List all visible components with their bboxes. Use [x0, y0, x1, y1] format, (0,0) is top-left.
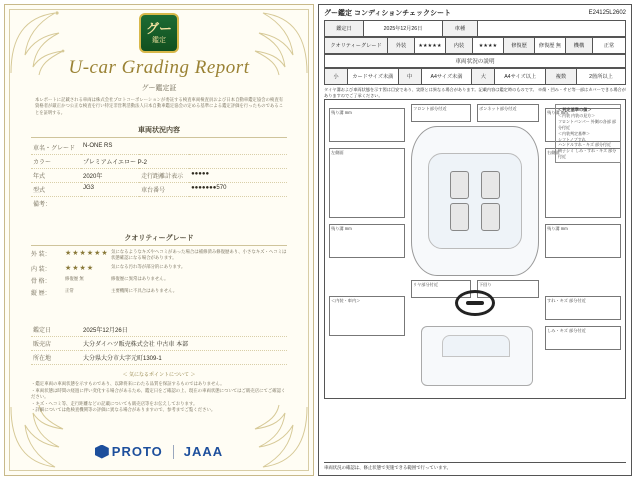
diagram-cell-label: 下回り — [479, 282, 492, 288]
quality-label: 外 装： — [31, 252, 51, 258]
steering-wheel-icon — [455, 290, 495, 316]
field-value: ●●●●● — [189, 169, 287, 183]
diagram-cell-left-rear — [329, 224, 405, 258]
diagram-cell-left-side — [329, 148, 405, 218]
cell-label: 鑑定日 — [325, 21, 364, 37]
quality-label: 縦 歴： — [31, 291, 51, 298]
criteria-line: ＜内装 内装の見方＞ — [558, 113, 596, 119]
notice-item: ・詳細については他検査機関等の評価に異なる場合がありますので、参考までご覧ください。 — [31, 407, 216, 413]
criteria-line: ＜内装判定基準＞ — [558, 130, 590, 136]
cell-label: 大 — [472, 69, 495, 85]
diagram-cell-label: 右側面 — [547, 150, 560, 156]
field-label: 車名・グレード — [31, 141, 81, 155]
proto-logo — [95, 444, 163, 459]
quality-stars: ★★★★★★ — [65, 250, 109, 257]
field-label: 年式 — [31, 169, 81, 183]
notice-item: ・車両状態は時間の経過に伴い変化する場合があるため、鑑定日をご確認の上、現在の車両状態についてはご販売店にてご確認ください。 — [31, 387, 286, 400]
diagram-cell-interior-2 — [545, 296, 621, 320]
field-label: 所在地 — [31, 351, 81, 365]
quality-note: 主要機関に不具合はありません。 — [111, 288, 178, 294]
sheet-title: グー鑑定 コンディションチェックシート — [324, 10, 452, 17]
cell-value — [478, 21, 626, 37]
quality-grade-table — [324, 37, 626, 54]
sheet-header — [319, 5, 631, 20]
cell-value: A4サイズ未満 — [421, 69, 472, 85]
quality-stars: ★★★★ — [65, 265, 95, 273]
diagram-cell-bonnet — [477, 104, 539, 122]
table-row — [31, 337, 287, 351]
wheel-icon — [481, 171, 500, 199]
notice-text: 詳細については他検査機関等の評価に異なる場合がありますので、参考までご覧ください。 — [35, 407, 216, 413]
diagram-cell-label: すれ・キズ 部分付近 — [547, 298, 586, 304]
vehicle-diagram — [324, 99, 626, 399]
diagram-cell-label: ＜内装・車内＞ — [331, 298, 361, 304]
diagram-cell-label: ボンネット部分付近 — [479, 106, 517, 112]
jaaa-logo-text: JAAA — [183, 444, 224, 459]
proto-logo-text: PROTO — [111, 444, 163, 459]
quality-row-mechanical — [31, 288, 287, 297]
field-value: 2025年12月26日 — [81, 323, 287, 337]
table-row — [31, 323, 287, 337]
field-value: ●●●●●●●570 — [189, 183, 287, 197]
legal-disclaimer: 本レポートに記載される車両は株式会社プロトコーポレーションが委託する検査車両検査員および日本自動車鑑定協会の検査有資格者が厳正かつ公正な検査を行い特定非営利活動法人日本自動車鑑定協会の定める基準による鑑定評価を行ったものであることを証明する。 — [35, 97, 283, 115]
cell-label: 車種 — [443, 21, 478, 37]
quality-rate: 修復歴 無 — [65, 276, 84, 282]
field-value: プレミアムイエロー P-2 — [81, 155, 287, 169]
vehicle-section-title: 車両状況内容 — [31, 125, 287, 138]
criteria-line: シフトノブすれ — [558, 136, 586, 142]
table-row — [31, 197, 287, 211]
dealer-info-section — [31, 323, 287, 414]
cell-label: 中 — [398, 69, 421, 85]
field-value: 大分県大分市大字元町1309-1 — [81, 351, 287, 365]
field-label: 販売店 — [31, 337, 81, 351]
logo-bar — [5, 444, 313, 459]
diagram-cell-left-front — [329, 108, 405, 142]
sheet-id: E24125L2602 — [588, 10, 626, 16]
notice-text: 鑑定車両の車両状態を示すものであり、以降将来にわたる品質を保証するものではありません。 — [35, 381, 225, 386]
car-top-view-illustration — [411, 126, 539, 276]
diagram-cell-interior-3 — [545, 326, 621, 350]
diagram-cell-label: 左側面 — [331, 150, 344, 156]
notice-text: キズ・ヘコミ等、走行距離などの記載についても販売店等をお伝えしております。 — [35, 400, 198, 406]
notice-text: 車両状態は時間の経過に伴い変化する場合があるため、鑑定日をご確認の上、現在の車両状態についてはご販売店にてご確認ください。 — [31, 387, 286, 400]
table-row — [31, 141, 287, 155]
cell-label: 修復歴 — [504, 38, 535, 54]
cell-label: 複数 — [546, 69, 577, 85]
field-value — [81, 197, 287, 211]
field-value: JG3 — [81, 183, 139, 197]
quality-note: 気になるようなキズやヘコミがあった場合は補修済み修復歴あり、小さなキズ・ヘコミは状態確認になる場合があります。 — [111, 249, 287, 261]
dealer-info-table — [31, 323, 287, 365]
quality-row-frame — [31, 276, 287, 285]
field-label: 鑑定日 — [31, 323, 81, 337]
sheet-footer-note: 車両状況の確認は、修止状態で実施できる範囲で行っています。 — [324, 462, 626, 471]
field-value: 2020年 — [81, 169, 139, 183]
legend-table — [324, 68, 626, 85]
diagram-cell-front — [411, 104, 471, 122]
table-row — [31, 351, 287, 365]
vehicle-info-table — [31, 141, 287, 210]
criteria-line: ハンドルすれ・キズ 部分付近 — [558, 142, 612, 148]
table-row — [31, 155, 287, 169]
quality-row-exterior — [31, 249, 287, 261]
criteria-title: ＜判定基準の値＞ — [558, 107, 592, 113]
table-row — [325, 21, 626, 37]
wheel-icon — [481, 203, 500, 231]
diagram-cell-label: フロント部分付近 — [413, 106, 447, 112]
hexagon-icon — [95, 445, 109, 459]
field-value: N-ONE RS — [81, 141, 287, 155]
diagram-cell-label: リヤ部分付近 — [413, 282, 439, 288]
cell-label: 機構 — [566, 38, 593, 54]
field-label: 走行距離計表示 — [139, 169, 189, 183]
table-row — [31, 183, 287, 197]
report-subtitle: グー鑑定証 — [141, 85, 177, 92]
diagram-cell-label: 残り溝 mm — [547, 226, 568, 232]
cell-value: ★★★★★ — [415, 38, 446, 54]
quality-rate: 正常 — [65, 288, 74, 294]
field-label: 型式 — [31, 183, 81, 197]
criteria-line: フロントバンパー 外側の各部 部分付近 — [558, 119, 616, 131]
field-label: 備考： — [33, 202, 52, 208]
report-title: U-car Grading Report — [68, 57, 250, 78]
wheel-icon — [450, 171, 469, 199]
quality-note: 気になる汚れ等が部分的にあります。 — [111, 264, 186, 270]
goo-certification-crest — [139, 13, 179, 57]
cell-value: 正常 — [593, 38, 626, 54]
crest-bottom-label: 鑑定 — [152, 37, 166, 44]
field-label: カラー — [31, 155, 81, 169]
field-value: 大分ダイハツ販売株式会社 中古車 本部 — [81, 337, 287, 351]
cell-value: カードサイズ未満 — [348, 69, 399, 85]
table-row — [31, 169, 287, 183]
tire-disclaimer: タイヤ溝および車両状態を示す図は目安であり、実際とは異なる場合があります。記載内容は鑑定時のものです。 ※傷・凹み・サビ等一部はカバーできる場合がありますのでご了承ください。 — [324, 87, 626, 98]
quality-label: 骨 格： — [31, 279, 51, 286]
grading-report-sheet — [4, 4, 314, 476]
cell-value: ★★★★ — [473, 38, 504, 54]
quality-section-title: クオリティーグレード — [31, 233, 287, 246]
criteria-sidebox — [555, 104, 621, 162]
cell-label: クオリティーグレード — [325, 38, 388, 54]
car-side-view-illustration — [421, 326, 533, 386]
legend-title: 車両状況の説明 — [324, 54, 626, 68]
cell-label: 小 — [325, 69, 348, 85]
cell-label: 内装 — [446, 38, 473, 54]
diagram-cell-label: 残り溝 mm — [331, 226, 352, 232]
condition-check-sheet — [318, 4, 632, 476]
cell-value: A4サイズ以上 — [495, 69, 546, 85]
crest-top-label: グー — [145, 21, 172, 36]
quality-grade-section — [31, 233, 287, 300]
diagram-cell-label: しみ・キズ 部分付近 — [547, 328, 586, 334]
field-label: 車台番号 — [139, 183, 189, 197]
notice-title: ＜ 気になるポイントについて ＞ — [122, 372, 196, 378]
cell-label: 外装 — [388, 38, 415, 54]
logo-divider — [173, 445, 174, 459]
diagram-cell-interior-1 — [329, 296, 405, 336]
inspection-date-table — [324, 20, 626, 37]
notice-item: ・鑑定車両の車両状態を示すものであり、以降将来にわたる品質を保証するものではありません。 — [31, 381, 225, 386]
vehicle-info-section — [31, 125, 287, 210]
legend-section — [319, 54, 631, 85]
cell-value: 2箇所以上 — [577, 69, 626, 85]
table-row — [325, 38, 626, 54]
diagram-cell-label: 残り溝 mm — [331, 110, 352, 116]
cell-value: 修復歴 無 — [535, 38, 566, 54]
header-tables — [319, 20, 631, 54]
quality-label: 内 装： — [31, 267, 51, 274]
criteria-line: 椅子シミ しみ・すれ・キズ 部分付近 — [558, 148, 617, 160]
quality-note: 修復歴に異常はありません。 — [111, 276, 169, 282]
diagram-cell-right-rear — [545, 224, 621, 258]
quality-row-interior — [31, 264, 287, 273]
notice-item: ・キズ・ヘコミ等、走行距離などの記載についても販売店等をお伝えしております。 — [31, 400, 198, 406]
wheel-icon — [450, 203, 469, 231]
diagram-cell-label: 残り溝 mm — [547, 110, 568, 116]
table-row — [325, 69, 626, 85]
cell-value: 2025年12月26日 — [364, 21, 443, 37]
